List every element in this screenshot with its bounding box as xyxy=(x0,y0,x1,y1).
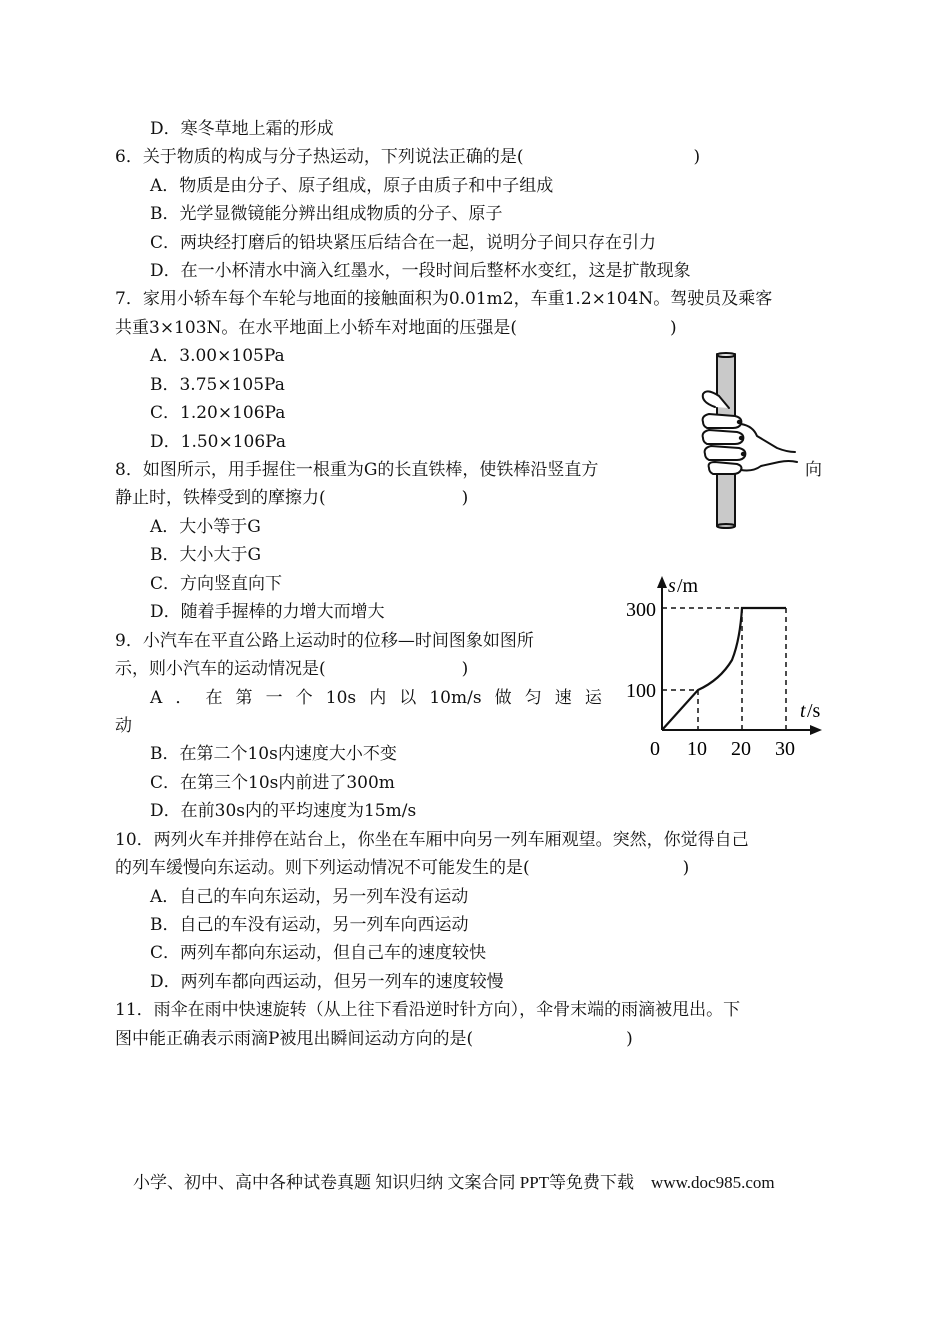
graph-curve xyxy=(662,608,786,730)
q7-option-a: A．3.00×105Pa xyxy=(150,346,285,366)
q9-option-a-word: 以 xyxy=(399,688,417,708)
q9-option-a-word: 匀 xyxy=(524,688,542,708)
q8-option-b: B．大小大于G xyxy=(150,545,262,565)
q7-stem-line1: 7．家用小轿车每个车轮与地面的接触面积为0.01m2，车重1.2×104N。驾驶员及乘客 xyxy=(115,289,773,309)
q7-option-b: B．3.75×105Pa xyxy=(150,375,285,395)
q6-option-b: B．光学显微镜能分辨出组成物质的分子、原子 xyxy=(150,204,503,224)
q9-option-a-word: 10m/s xyxy=(429,688,482,708)
hand-holding-rod-figure xyxy=(695,352,800,532)
q10-option-b: B．自己的车没有运动，另一列车向西运动 xyxy=(150,915,469,935)
q9-option-a-word: 内 xyxy=(369,688,387,708)
displacement-time-graph xyxy=(610,570,830,770)
q9-option-c: C．在第三个10s内前进了300m xyxy=(150,773,395,793)
y-tick-100: 100 xyxy=(626,680,656,702)
q7-option-d: D．1.50×106Pa xyxy=(150,432,286,452)
q11-stem-line2: 图中能正确表示雨滴P被甩出瞬间运动方向的是( ) xyxy=(115,1029,633,1049)
q9-option-a xyxy=(150,687,602,709)
q7-stem-line2: 共重3×103N。在水平地面上小轿车对地面的压强是( ) xyxy=(115,318,677,338)
q10-option-d: D．两列车都向西运动，但另一列车的速度较慢 xyxy=(150,972,504,992)
y-axis-label-var: s xyxy=(668,575,676,597)
q8-stem-line1: 8．如图所示，用手握住一根重为G的长直铁棒，使铁棒沿竖直方 xyxy=(115,460,599,480)
y-axis-arrow xyxy=(657,576,667,588)
y-tick-300: 300 xyxy=(626,599,656,621)
x-axis-arrow xyxy=(810,725,822,735)
q8-stem-line2: 静止时，铁棒受到的摩擦力( ) xyxy=(115,488,469,508)
q10-option-c: C．两列车都向东运动，但自己车的速度较快 xyxy=(150,943,487,963)
q7-option-c: C．1.20×106Pa xyxy=(150,403,286,423)
y-axis-label-unit: /m xyxy=(677,575,699,597)
q8-option-a: A．大小等于G xyxy=(150,517,261,537)
q9-option-a-word: 10s xyxy=(325,688,357,708)
q5-option-d: D．寒冬草地上霜的形成 xyxy=(150,119,334,139)
q6-option-d: D．在一小杯清水中滴入红墨水，一段时间后整杯水变红，这是扩散现象 xyxy=(150,261,691,281)
q9-option-d: D．在前30s内的平均速度为15m/s xyxy=(150,801,417,821)
q11-stem-line1: 11．雨伞在雨中快速旋转（从上往下看沿逆时针方向），伞骨末端的雨滴被甩出。下 xyxy=(115,1000,741,1020)
q9-option-a-word: 运 xyxy=(584,688,602,708)
q9-option-b: B．在第二个10s内速度大小不变 xyxy=(150,744,397,764)
q10-option-a: A．自己的车向东运动，另一列车没有运动 xyxy=(150,887,469,907)
q9-stem-line1: 9．小汽车在平直公路上运动时的位移—时间图象如图所 xyxy=(115,631,534,651)
q8-option-d: D．随着手握棒的力增大而增大 xyxy=(150,602,385,622)
q9-option-a-word: 做 xyxy=(494,688,512,708)
page-footer: 小学、初中、高中各种试卷真题 知识归纳 文案合同 PPT等免费下载 www.doc985.com xyxy=(133,1173,775,1192)
q9-option-a-word: 速 xyxy=(554,688,572,708)
x-tick-30: 30 xyxy=(775,738,795,760)
q8-stem-line1-end: 向 xyxy=(805,460,822,480)
q6-stem: 6．关于物质的构成与分子热运动，下列说法正确的是( ) xyxy=(115,147,701,167)
q9-option-a-word: ． xyxy=(175,688,193,708)
q10-stem-line1: 10．两列火车并排停在站台上，你坐在车厢中向另一列车厢观望。突然，你觉得自己 xyxy=(115,830,749,850)
q6-option-a: A．物质是由分子、原子组成，原子由质子和中子组成 xyxy=(150,176,554,196)
x-tick-10: 10 xyxy=(687,738,707,760)
q8-option-c: C．方向竖直向下 xyxy=(150,574,283,594)
x-tick-20: 20 xyxy=(731,738,751,760)
origin-label: 0 xyxy=(650,738,660,760)
q10-stem-line2: 的列车缓慢向东运动。则下列运动情况不可能发生的是( ) xyxy=(115,858,690,878)
q9-option-a-end: 动 xyxy=(115,716,132,736)
q9-option-a-word: A xyxy=(150,688,163,708)
q9-option-a-word: 在 xyxy=(205,688,223,708)
q9-option-a-word: 一 xyxy=(265,688,283,708)
q9-option-a-word: 个 xyxy=(295,688,313,708)
x-axis-label-unit: /s xyxy=(807,700,821,722)
q9-stem-line2: 示，则小汽车的运动情况是( ) xyxy=(115,659,469,679)
q9-option-a-word: 第 xyxy=(235,688,253,708)
q6-option-c: C．两块经打磨后的铅块紧压后结合在一起，说明分子间只存在引力 xyxy=(150,233,657,253)
x-axis-label-var: t xyxy=(800,700,806,722)
